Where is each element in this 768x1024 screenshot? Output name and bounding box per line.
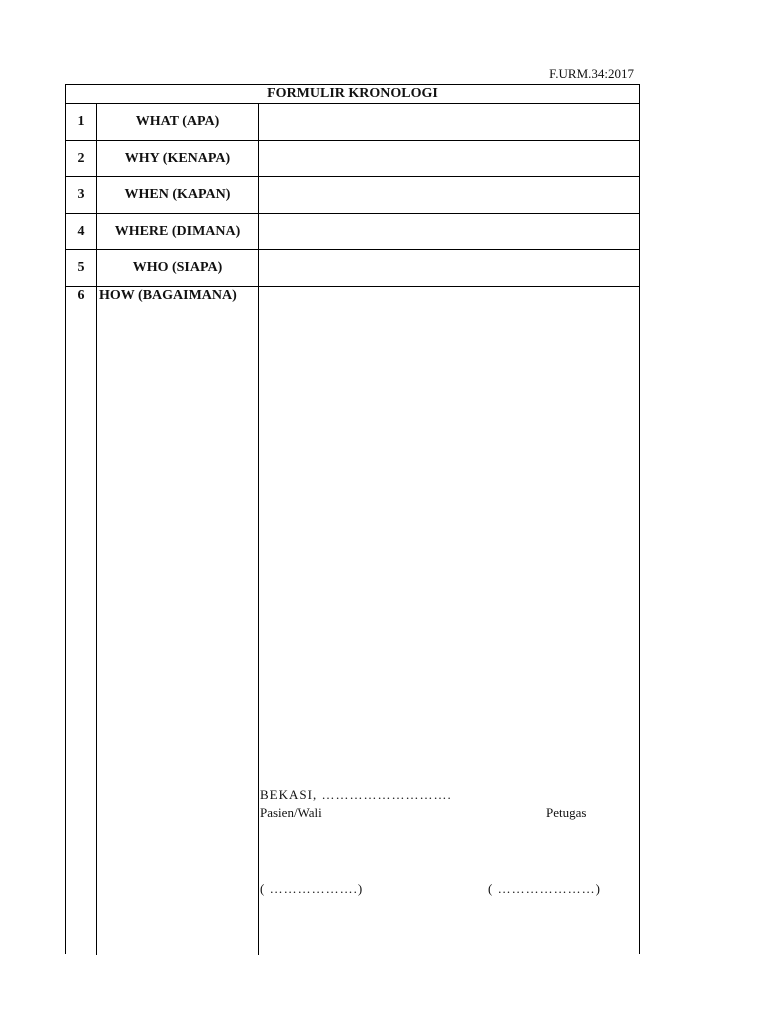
row-label: WHAT (APA) (97, 104, 259, 140)
row-number: 2 (66, 141, 97, 176)
row-label: WHERE (DIMANA) (97, 214, 259, 249)
table-row-why (66, 141, 639, 177)
when-answer-field[interactable] (259, 177, 639, 213)
table-row-who (66, 250, 639, 287)
officer-label: Petugas (546, 805, 587, 820)
form-title: FORMULIR KRONOLOGI (66, 85, 639, 104)
row-number: 3 (66, 177, 97, 213)
row-number: 1 (66, 104, 97, 140)
chronology-form-table (65, 84, 640, 954)
table-row-what (66, 104, 639, 141)
what-answer-field[interactable] (259, 104, 639, 140)
officer-signature-line: ( …………………) (488, 881, 601, 896)
row-number: 4 (66, 214, 97, 249)
row-number: 6 (66, 287, 97, 955)
patient-guardian-label: Pasien/Wali (260, 805, 322, 820)
place-date-line: BEKASI, ………………………. (260, 787, 452, 802)
patient-guardian-signature-line: ( ……………….) (260, 881, 364, 896)
table-row-how (66, 287, 639, 955)
table-row-when (66, 177, 639, 214)
who-answer-field[interactable] (259, 250, 639, 286)
row-number: 5 (66, 250, 97, 286)
how-answer-field[interactable] (259, 287, 639, 955)
row-label: WHEN (KAPAN) (97, 177, 259, 213)
why-answer-field[interactable] (259, 141, 639, 176)
where-answer-field[interactable] (259, 214, 639, 249)
form-code: F.URM.34:2017 (549, 66, 634, 81)
row-label: WHO (SIAPA) (97, 250, 259, 286)
table-row-where (66, 214, 639, 250)
row-label: HOW (BAGAIMANA) (97, 287, 259, 955)
row-label: WHY (KENAPA) (97, 141, 259, 176)
